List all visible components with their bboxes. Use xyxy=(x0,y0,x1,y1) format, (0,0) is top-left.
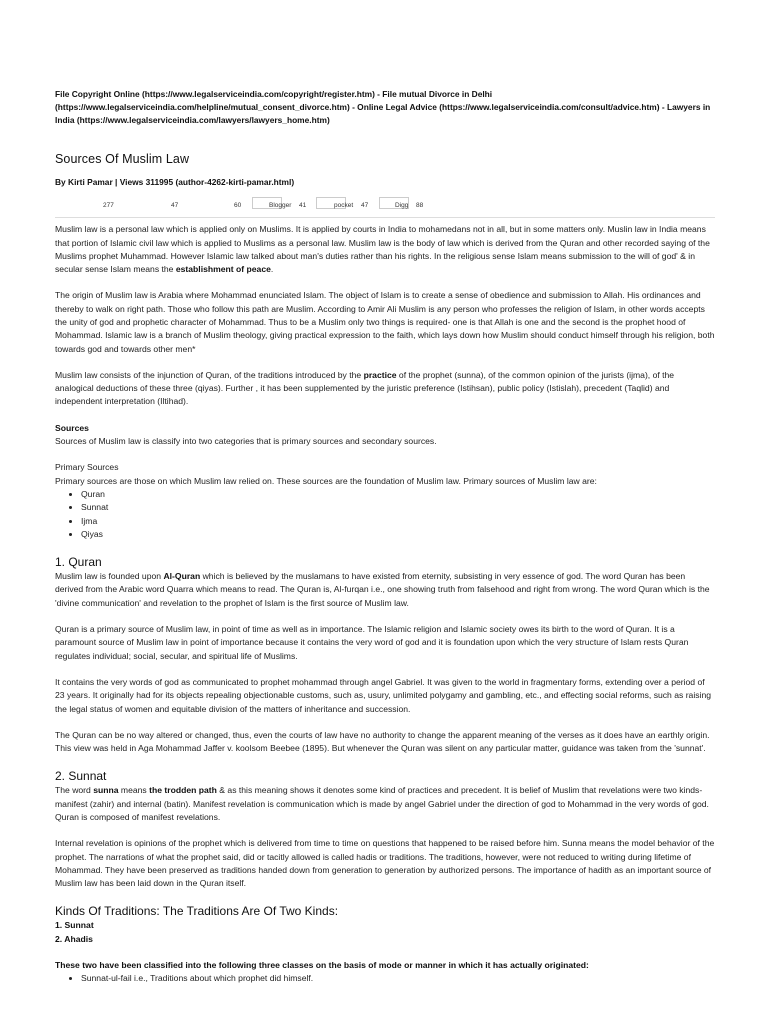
quran-paragraph-4: The Quran can be no way altered or changed, thus, even the courts of law have no authority to change the apparent meaning of the verses as it does have an earthly origin. This view was held in Aga Mohammad Jaffer v. koolsom Beebee (1895). But whenever the Quran was silent on any particular matter, guidance was taken from the 'sunnat'. xyxy=(55,729,710,754)
kinds-heading: Kinds Of Traditions: The Traditions Are Of Two Kinds: xyxy=(55,904,339,919)
share-bar xyxy=(55,197,715,211)
quran-paragraph-3: It contains the very words of god as communicated to prophet mohammad through angel Gabriel. It was given to the world in fragmentary forms, extending over a period of 23 years. It originally had for its objects repealing objectionable customs, such as, usury, unlimited polygamy and gambling, etc., and effecting social reforms, such as raising the legal status of women and equitable division of the matters of inheritance and succession. xyxy=(55,676,712,714)
share-count-1[interactable]: 277 xyxy=(103,202,114,210)
sources-heading: Sources xyxy=(55,422,89,433)
page-title: Sources Of Muslim Law xyxy=(55,151,190,166)
digg-count[interactable]: 88 xyxy=(416,202,424,210)
digg-label[interactable]: Digg xyxy=(395,202,409,210)
header-links[interactable]: File Copyright Online (https://www.legalserviceindia.com/copyright/register.htm) - File mutual Divorce in Delhi (https://www.legalserviceindia.com/helpline/mutual_consent_divorce.htm) - Online Legal Advice (https://www.legalserviceindia.com/consult/advice.htm) - Lawyers in India (https://www.legalserviceindia.com/lawyers/lawyers_home.htm) xyxy=(55,89,711,126)
blogger-label[interactable]: Blogger xyxy=(269,202,292,210)
primary-sources-heading: Primary Sources xyxy=(55,462,119,473)
pocket-count[interactable]: 47 xyxy=(361,202,369,210)
trodden-path-link[interactable]: the trodden path xyxy=(149,785,217,796)
kind-1: 1. Sunnat xyxy=(55,920,94,931)
al-quran-link[interactable]: Al-Quran xyxy=(163,571,201,582)
list-item: • Qiyas xyxy=(81,528,715,541)
sources-text: Sources of Muslim law is classify into two categories that is primary sources and secondary sources. xyxy=(55,436,437,447)
share-count-2[interactable]: 47 xyxy=(171,202,179,210)
classes-heading: These two have been classified into the following three classes on the basis of mode or manner in which it has actually originated: xyxy=(55,960,589,971)
list-item: • Sunnat xyxy=(81,501,715,514)
practice-link[interactable]: practice xyxy=(363,369,397,380)
share-count-3[interactable]: 60 xyxy=(234,202,242,210)
list-item: • Sunnat-ul-fail i.e., Traditions about which prophet did himself. xyxy=(81,972,715,985)
pocket-label[interactable]: pocket xyxy=(334,202,354,210)
paragraph-consists: Muslim law consists of the injunction of Quran, of the traditions introduced by the practice of the prophet (sunna), of the common opinion of the jurists (ijma), of the analogical deductions of these three (qiyas). Further , it has been supplemented by the juristic preference (Istihsan), public policy (Istislah), precedent (Taqlid) and independent interpretation (Iltihad). xyxy=(55,369,675,407)
article-container xyxy=(55,88,715,986)
classes-list xyxy=(55,972,715,985)
list-item: • Quran xyxy=(81,488,715,501)
author-byline[interactable]: By Kirti Pamar | Views 311995 (author-4262-kirti-pamar.html) xyxy=(55,176,295,187)
paragraph-origin: The origin of Muslim law is Arabia where Mohammad enunciated Islam. The object of Islam is to create a sense of obedience and submission to Allah. His ordinances and thereby to walk on right path. Those who follow this path are Muslim. According to Amir Ali Muslim is any person who professes the religion of Islam, in other words accepts the unity of god and prophetic character of Mohammad. Thus to be a Muslim only two things is required- one is that Allah is one and the second is the prophet hood of Mohammad. Islamic law is a branch of Muslim theology, giving practical expression to the faith, which lays down how Muslim should conduct himself through his religion, both towards god and towards other men* xyxy=(55,290,715,354)
sunnat-heading: 2. Sunnat xyxy=(55,769,107,784)
blogger-count[interactable]: 41 xyxy=(299,202,307,210)
divider xyxy=(55,217,715,218)
kind-2: 2. Ahadis xyxy=(55,933,93,944)
paragraph-intro: Muslim law is a personal law which is applied only on Muslims. It is applied by courts in India to mohamedans not in all, but in some matters only. Muslin law in India means that portion of Islamic civil law which is applied to Muslims as a personal law. Muslim law is the body of law which is derived from the Quran and other recorded saying of the Muslims prophet Muhammad. However Islamic law talked about man's duties rather than his rights. In the religious sense Islam means submission to the will of god' & in secular sense Islam means the establishment of peace. xyxy=(55,224,710,275)
list-item: • Ijma xyxy=(81,515,715,528)
primary-sources-list xyxy=(55,488,715,541)
sunnat-paragraph-2: Internal revelation is opinions of the prophet which is delivered from time to time on questions that happened to be raised before him. Sunna means the model behavior of the prophet. The narrations of what the prophet said, did or tacitly allowed is called hadis or traditions. The traditions, however, were not reduced to writing during lifetime of Mohammad. They have been preserved as traditions handed down from generation to generation by authorized persons. The importance of hadith as an important source of Muslim law has been laid down in the Quran itself. xyxy=(55,838,715,889)
establishment-of-peace-link[interactable]: establishment of peace xyxy=(175,264,271,275)
quran-paragraph-2: Quran is a primary source of Muslim law, in point of time as well as in importance. The Islamic religion and Islamic society owes its birth to the word of Quran. It is a paramount source of Muslim law in point of importance because it contains the very word of god and it is foundation upon which the very structure of Islam rests Quran regulates individual; social, secular, and spiritual life of Muslims. xyxy=(55,624,689,661)
quran-heading: 1. Quran xyxy=(55,555,102,570)
quran-paragraph-1: Muslim law is founded upon Al-Quran which is believed by the muslamans to have existed from eternity, subsisting in very essence of god. The word Quran has been derived from the Arabic word Quarra which means to read. The Quran is, Al-furqan i.e., one showing truth from falsehood and right from wrong. The word Quran which is the 'divine communication' and revelation to the prophet of Islam is the first source of Muslim law. xyxy=(55,571,710,608)
primary-sources-text: Primary sources are those on which Muslim law relied on. These sources are the foundation of Muslim law. Primary sources of Muslim law are: xyxy=(55,475,597,486)
sunna-link[interactable]: sunna xyxy=(93,785,119,796)
sunnat-paragraph-1: The word sunna means the trodden path & as this meaning shows it denotes some kind of practices and precedent. It is belief of Muslim that revelations were two kinds- manifest (zahir) and internal (batin). Manifest revelation is communication which is made by angel Gabriel under the direction of god to Mohammad in the very words of god. Quran is composed of manifest revelations. xyxy=(55,785,709,822)
